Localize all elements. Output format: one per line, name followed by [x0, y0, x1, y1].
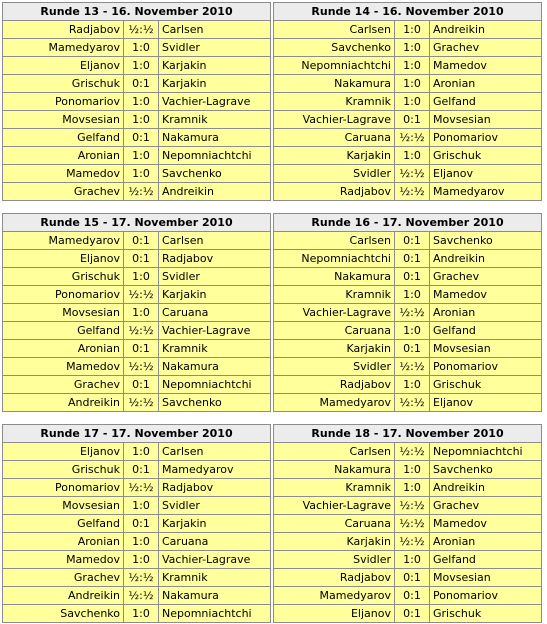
black-player: Vachier-Lagrave: [159, 551, 271, 569]
game-row: [274, 605, 542, 623]
game-result: 1:0: [124, 497, 159, 515]
white-player: Radjabov: [274, 569, 395, 587]
game-result: ½:½: [124, 183, 159, 201]
game-result: 0:1: [395, 250, 430, 268]
white-player: Caruana: [274, 322, 395, 340]
black-player: Radjabov: [159, 479, 271, 497]
black-player: Andreikin: [430, 21, 542, 39]
white-player: Carlsen: [274, 232, 395, 250]
game-result: 1:0: [124, 165, 159, 183]
white-player: Nakamura: [274, 75, 395, 93]
game-result: 1:0: [124, 533, 159, 551]
white-player: Vachier-Lagrave: [274, 304, 395, 322]
game-result: 1:0: [395, 75, 430, 93]
white-player: Ponomariov: [3, 286, 124, 304]
game-row: [3, 443, 271, 461]
black-player: Grischuk: [430, 147, 542, 165]
game-row: [274, 340, 542, 358]
white-player: Mamedyarov: [3, 39, 124, 57]
game-result: ½:½: [124, 569, 159, 587]
white-player: Kramnik: [274, 93, 395, 111]
game-row: [274, 533, 542, 551]
white-player: Radjabov: [274, 183, 395, 201]
white-player: Movsesian: [3, 497, 124, 515]
game-row: [274, 322, 542, 340]
game-result: 1:0: [395, 39, 430, 57]
black-player: Nakamura: [159, 358, 271, 376]
black-player: Ponomariov: [430, 587, 542, 605]
black-player: Kramnik: [159, 340, 271, 358]
white-player: Kramnik: [274, 286, 395, 304]
game-row: [274, 376, 542, 394]
game-row: [274, 268, 542, 286]
white-player: Nepomniachtchi: [274, 57, 395, 75]
white-player: Savchenko: [274, 39, 395, 57]
black-player: Aronian: [430, 304, 542, 322]
black-player: Aronian: [430, 75, 542, 93]
game-row: [3, 394, 271, 412]
game-result: 0:1: [124, 515, 159, 533]
white-player: Mamedyarov: [274, 587, 395, 605]
game-row: [3, 497, 271, 515]
game-row: [3, 515, 271, 533]
round-table-16: [273, 213, 542, 412]
game-row: [3, 340, 271, 358]
white-player: Grachev: [3, 183, 124, 201]
game-row: [274, 479, 542, 497]
white-player: Eljanov: [3, 443, 124, 461]
round-table-13: [2, 2, 271, 201]
white-player: Mamedov: [3, 358, 124, 376]
game-result: 1:0: [395, 376, 430, 394]
black-player: Karjakin: [159, 75, 271, 93]
white-player: Aronian: [3, 340, 124, 358]
white-player: Caruana: [274, 515, 395, 533]
game-result: ½:½: [395, 533, 430, 551]
game-result: 1:0: [124, 551, 159, 569]
game-row: [274, 461, 542, 479]
black-player: Mamedov: [430, 286, 542, 304]
black-player: Ponomariov: [430, 129, 542, 147]
white-player: Grischuk: [3, 268, 124, 286]
black-player: Kramnik: [159, 111, 271, 129]
game-result: 1:0: [124, 605, 159, 623]
white-player: Ponomariov: [3, 479, 124, 497]
game-result: ½:½: [124, 21, 159, 39]
white-player: Movsesian: [3, 111, 124, 129]
round-table-18: [273, 424, 542, 623]
white-player: Mamedov: [3, 165, 124, 183]
game-row: [274, 569, 542, 587]
white-player: Grischuk: [3, 75, 124, 93]
game-result: ½:½: [395, 515, 430, 533]
game-row: [3, 165, 271, 183]
black-player: Gelfand: [430, 93, 542, 111]
game-result: ½:½: [124, 394, 159, 412]
black-player: Eljanov: [430, 165, 542, 183]
game-row: [3, 605, 271, 623]
white-player: Andreikin: [3, 394, 124, 412]
black-player: Nepomniachtchi: [159, 376, 271, 394]
game-result: 1:0: [395, 93, 430, 111]
round-title: Runde 16 - 17. November 2010: [274, 214, 542, 232]
black-player: Savchenko: [159, 165, 271, 183]
game-row: [3, 569, 271, 587]
white-player: Gelfand: [3, 322, 124, 340]
black-player: Nepomniachtchi: [430, 443, 542, 461]
game-row: [3, 268, 271, 286]
white-player: Svidler: [274, 165, 395, 183]
game-row: [3, 322, 271, 340]
black-player: Nepomniachtchi: [159, 605, 271, 623]
black-player: Ponomariov: [430, 358, 542, 376]
black-player: Movsesian: [430, 569, 542, 587]
game-result: ½:½: [395, 183, 430, 201]
black-player: Radjabov: [159, 250, 271, 268]
white-player: Grachev: [3, 376, 124, 394]
white-player: Karjakin: [274, 147, 395, 165]
game-result: 0:1: [395, 232, 430, 250]
white-player: Radjabov: [274, 376, 395, 394]
white-player: Svidler: [274, 358, 395, 376]
game-row: [274, 443, 542, 461]
game-row: [274, 129, 542, 147]
game-result: ½:½: [395, 129, 430, 147]
black-player: Movsesian: [430, 340, 542, 358]
game-row: [274, 551, 542, 569]
game-row: [274, 358, 542, 376]
game-row: [3, 57, 271, 75]
game-row: [3, 39, 271, 57]
game-row: [3, 461, 271, 479]
game-row: [3, 93, 271, 111]
white-player: Carlsen: [274, 21, 395, 39]
game-result: 1:0: [124, 443, 159, 461]
black-player: Gelfand: [430, 322, 542, 340]
game-row: [274, 39, 542, 57]
white-player: Kramnik: [274, 479, 395, 497]
black-player: Svidler: [159, 497, 271, 515]
white-player: Savchenko: [3, 605, 124, 623]
black-player: Gelfand: [430, 551, 542, 569]
game-row: [3, 533, 271, 551]
game-row: [274, 93, 542, 111]
black-player: Mamedov: [430, 57, 542, 75]
black-player: Vachier-Lagrave: [159, 322, 271, 340]
game-row: [3, 232, 271, 250]
game-row: [274, 111, 542, 129]
game-result: 1:0: [395, 461, 430, 479]
game-row: [3, 111, 271, 129]
black-player: Nepomniachtchi: [159, 147, 271, 165]
white-player: Nepomniachtchi: [274, 250, 395, 268]
black-player: Vachier-Lagrave: [159, 93, 271, 111]
black-player: Kramnik: [159, 569, 271, 587]
white-player: Eljanov: [3, 250, 124, 268]
black-player: Karjakin: [159, 515, 271, 533]
round-table-14: [273, 2, 542, 201]
black-player: Mamedov: [430, 515, 542, 533]
round-title: Runde 15 - 17. November 2010: [3, 214, 271, 232]
white-player: Aronian: [3, 533, 124, 551]
game-result: 0:1: [124, 75, 159, 93]
game-result: ½:½: [395, 443, 430, 461]
game-result: 1:0: [395, 286, 430, 304]
white-player: Movsesian: [3, 304, 124, 322]
game-row: [3, 147, 271, 165]
white-player: Nakamura: [274, 461, 395, 479]
white-player: Gelfand: [3, 129, 124, 147]
game-result: 1:0: [124, 93, 159, 111]
round-title: Runde 17 - 17. November 2010: [3, 425, 271, 443]
game-result: 1:0: [395, 21, 430, 39]
black-player: Grischuk: [430, 376, 542, 394]
white-player: Grachev: [3, 569, 124, 587]
black-player: Savchenko: [430, 461, 542, 479]
game-row: [3, 376, 271, 394]
white-player: Aronian: [3, 147, 124, 165]
game-row: [3, 587, 271, 605]
game-row: [274, 394, 542, 412]
game-result: 0:1: [395, 569, 430, 587]
game-result: ½:½: [124, 587, 159, 605]
game-result: 0:1: [124, 129, 159, 147]
game-result: 0:1: [395, 587, 430, 605]
game-row: [274, 232, 542, 250]
game-row: [3, 479, 271, 497]
game-result: ½:½: [124, 358, 159, 376]
game-result: 1:0: [124, 39, 159, 57]
game-result: ½:½: [395, 304, 430, 322]
game-result: ½:½: [395, 165, 430, 183]
black-player: Andreikin: [430, 479, 542, 497]
black-player: Grachev: [430, 497, 542, 515]
black-player: Movsesian: [430, 111, 542, 129]
black-player: Caruana: [159, 304, 271, 322]
black-player: Mamedyarov: [159, 461, 271, 479]
game-result: 1:0: [124, 147, 159, 165]
white-player: Nakamura: [274, 268, 395, 286]
game-row: [274, 587, 542, 605]
white-player: Radjabov: [3, 21, 124, 39]
game-row: [274, 286, 542, 304]
game-row: [274, 497, 542, 515]
game-row: [274, 75, 542, 93]
black-player: Carlsen: [159, 443, 271, 461]
black-player: Karjakin: [159, 286, 271, 304]
game-result: 0:1: [124, 376, 159, 394]
game-row: [274, 515, 542, 533]
game-row: [274, 165, 542, 183]
black-player: Mamedyarov: [430, 183, 542, 201]
white-player: Andreikin: [3, 587, 124, 605]
round-table-17: [2, 424, 271, 623]
game-row: [274, 147, 542, 165]
game-row: [3, 551, 271, 569]
game-result: 0:1: [124, 340, 159, 358]
game-row: [3, 250, 271, 268]
white-player: Caruana: [274, 129, 395, 147]
black-player: Eljanov: [430, 394, 542, 412]
white-player: Vachier-Lagrave: [274, 111, 395, 129]
white-player: Svidler: [274, 551, 395, 569]
game-row: [3, 183, 271, 201]
black-player: Svidler: [159, 268, 271, 286]
game-result: 0:1: [395, 268, 430, 286]
round-title: Runde 13 - 16. November 2010: [3, 3, 271, 21]
white-player: Grischuk: [3, 461, 124, 479]
game-result: 1:0: [124, 268, 159, 286]
black-player: Andreikin: [159, 183, 271, 201]
black-player: Savchenko: [430, 232, 542, 250]
game-row: [3, 75, 271, 93]
game-result: 0:1: [395, 111, 430, 129]
black-player: Savchenko: [159, 394, 271, 412]
game-row: [3, 286, 271, 304]
black-player: Carlsen: [159, 232, 271, 250]
black-player: Svidler: [159, 39, 271, 57]
game-row: [274, 183, 542, 201]
game-row: [3, 304, 271, 322]
game-result: 0:1: [124, 232, 159, 250]
round-table-15: [2, 213, 271, 412]
game-result: 0:1: [395, 605, 430, 623]
game-result: 1:0: [395, 147, 430, 165]
game-row: [3, 129, 271, 147]
game-result: 1:0: [395, 551, 430, 569]
black-player: Andreikin: [430, 250, 542, 268]
round-title: Runde 14 - 16. November 2010: [274, 3, 542, 21]
black-player: Caruana: [159, 533, 271, 551]
game-result: 1:0: [124, 111, 159, 129]
game-result: ½:½: [395, 497, 430, 515]
black-player: Karjakin: [159, 57, 271, 75]
round-title: Runde 18 - 17. November 2010: [274, 425, 542, 443]
game-row: [274, 250, 542, 268]
white-player: Karjakin: [274, 533, 395, 551]
game-result: 1:0: [395, 479, 430, 497]
game-result: ½:½: [124, 479, 159, 497]
game-result: 0:1: [395, 340, 430, 358]
game-row: [3, 358, 271, 376]
game-result: ½:½: [124, 286, 159, 304]
black-player: Grachev: [430, 268, 542, 286]
game-result: 0:1: [124, 461, 159, 479]
white-player: Mamedyarov: [274, 394, 395, 412]
game-result: ½:½: [124, 322, 159, 340]
game-result: ½:½: [395, 358, 430, 376]
black-player: Grachev: [430, 39, 542, 57]
white-player: Eljanov: [3, 57, 124, 75]
game-row: [3, 21, 271, 39]
white-player: Eljanov: [274, 605, 395, 623]
game-result: 1:0: [395, 57, 430, 75]
game-row: [274, 21, 542, 39]
game-result: 1:0: [395, 322, 430, 340]
white-player: Vachier-Lagrave: [274, 497, 395, 515]
white-player: Mamedyarov: [3, 232, 124, 250]
white-player: Mamedov: [3, 551, 124, 569]
black-player: Carlsen: [159, 21, 271, 39]
black-player: Nakamura: [159, 129, 271, 147]
white-player: Gelfand: [3, 515, 124, 533]
white-player: Ponomariov: [3, 93, 124, 111]
black-player: Aronian: [430, 533, 542, 551]
game-result: 0:1: [124, 250, 159, 268]
black-player: Grischuk: [430, 605, 542, 623]
white-player: Carlsen: [274, 443, 395, 461]
game-result: ½:½: [395, 394, 430, 412]
game-result: 1:0: [124, 57, 159, 75]
game-row: [274, 304, 542, 322]
game-result: 1:0: [124, 304, 159, 322]
black-player: Nakamura: [159, 587, 271, 605]
game-row: [274, 57, 542, 75]
white-player: Karjakin: [274, 340, 395, 358]
